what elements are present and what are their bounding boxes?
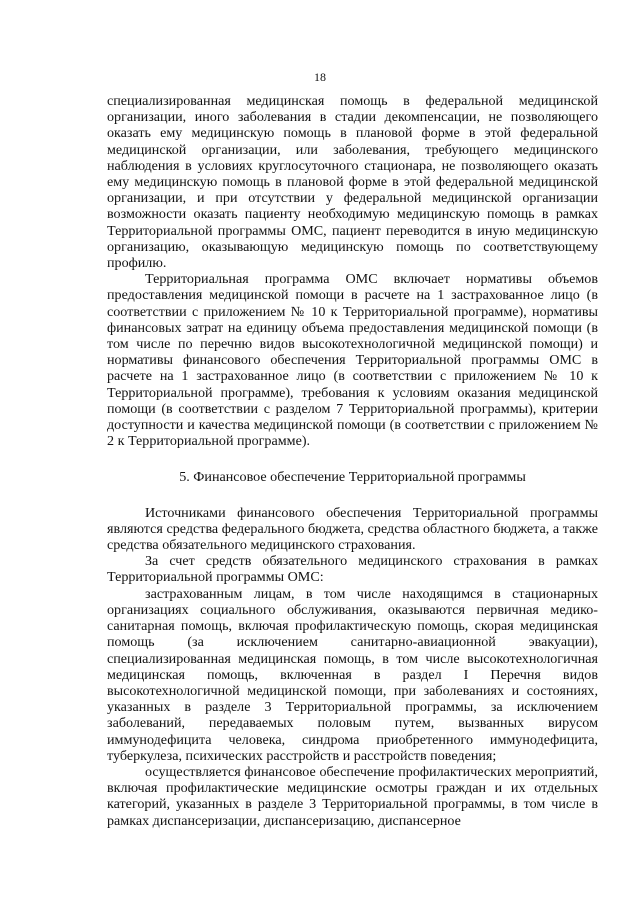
section-heading: 5. Финансовое обеспечение Территориальной программы [179, 469, 526, 486]
page-number: 18 [314, 70, 326, 84]
paragraph: Источниками финансового обеспечения Территориальной программы являются средства федерального бюджета, средства областного бюджета, а также средства обязательного медицинского страхования. [107, 504, 598, 554]
paragraph: Территориальная программа ОМС включает нормативы объемов предоставления медицинской помощи в расчете на 1 застрахованное лицо (в соответствии с приложением № 10 к Территориальной программе), нормативы финансовых затрат на единицу объема предоставления медицинской помощи (в том числе по перечню видов высокотехнологичной медицинской помощи) и нормативы финансового обеспечения Территориальной программы ОМС в расчете на 1 застрахованное лицо (в соответствии с приложением № 10 к Территориальной программе), требования к условиям оказания медицинской помощи (в соответствии с разделом 7 Территориальной программы), критерии доступности и качества медицинской помощи (в соответствии с приложением № 2 к Территориальной программе). [107, 271, 598, 450]
document-body [107, 93, 598, 829]
paragraph: застрахованным лицам, в том числе находящимся в стационарных организациях социального обслуживания, оказываются первичная медико-санитарная помощь, включая профилактическую помощь, скорая медицинская помощь (за исключением санитарно-авиационной эвакуации), специализированная медицинская помощь, в том числе высокотехнологичная медицинская помощь, включенная в раздел I Перечня видов высокотехнологичной медицинской помощи, при заболеваниях и состояниях, указанных в разделе 3 Территориальной программы, за исключением заболеваний, передаваемых половым путем, вызванных вирусом иммунодефицита человека, синдрома приобретенного иммунодефицита, туберкулеза, психических расстройств и расстройств поведения; [107, 585, 598, 764]
paragraph: За счет средств обязательного медицинского страхования в рамках Территориальной программы ОМС: [107, 553, 598, 586]
paragraph: осуществляется финансовое обеспечение профилактических мероприятий, включая профилактические медицинские осмотры граждан и их отдельных категорий, указанных в разделе 3 Территориальной программы, в том числе в рамках диспансеризации, диспансеризацию, диспансерное [107, 763, 598, 829]
paragraph: специализированная медицинская помощь в федеральной медицинской организации, иного заболевания в стадии декомпенсации, не позволяющего оказать ему медицинскую помощь в плановой форме в этой федеральной медицинской организации, или заболевания, требующего медицинского наблюдения в условиях круглосуточного стационара, не позволяющего оказать ему медицинскую помощь в плановой форме в этой федеральной медицинской организации, и при отсутствии у федеральной медицинской организации возможности оказать пациенту необходимую медицинскую помощь в рамках Территориальной программы ОМС, пациент переводится в иную медицинскую организацию, оказывающую медицинскую помощь по соответствующему профилю. [107, 93, 598, 272]
